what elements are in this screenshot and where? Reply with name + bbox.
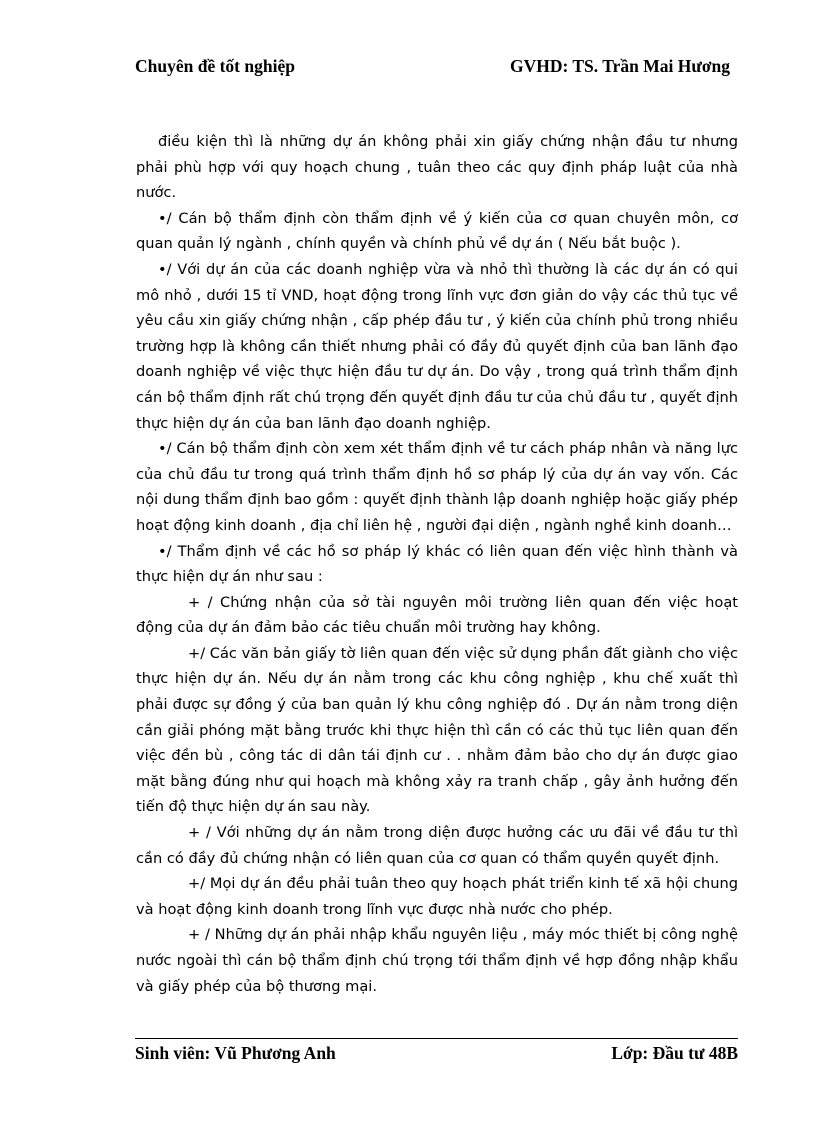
paragraph: •/ Thẩm định về các hồ sơ pháp lý khác có liên quan đến việc hình thành và thực hiện dự án như sau : xyxy=(136,542,738,586)
page-footer xyxy=(135,1043,738,1069)
paragraph: •/ Cán bộ thẩm định còn xem xét thẩm định về tư cách pháp nhân và năng lực của chủ đầu tư trong quá trình thẩm định hồ sơ pháp lý của dự án vay vốn. Các nội dung thẩm định bao gồm : quyết định thành lập doanh nghiệp hoặc giấy phép hoạt động kinh doanh , địa chỉ liên hệ , người đại diện , ngành nghề kinh doanh… xyxy=(136,440,738,534)
sub-paragraph: + / Với những dự án nằm trong diện được hưởng các ưu đãi về đầu tư thì cần có đầy đủ chứng nhận có liên quan của cơ quan có thẩm quyền quyết định. xyxy=(136,824,738,867)
paragraph: •/ Cán bộ thẩm định còn thẩm định về ý kiến của cơ quan chuyên môn, cơ quan quản lý ngành , chính quyền và chính phủ về dự án ( Nếu bắt buộc ). xyxy=(136,209,738,253)
footer-student: Sinh viên: Vũ Phương Anh xyxy=(135,1043,336,1063)
header-document-title: Chuyên đề tốt nghiệp xyxy=(135,56,295,76)
sub-paragraph: +/ Các văn bản giấy tờ liên quan đến việc sử dụng phần đất giành cho việc thực hiện dự án. Nếu dự án nằm trong các khu công nghiệp , khu chế xuất thì phải được sự đồng ý của ban quản lý khu công nghiệp đó . Dự án nằm trong diện cần giải phóng mặt bằng trước khi thực hiện thì cần có các thủ tục liên quan đến việc đền bù , công tác di dân tái định cư . . nhằm đảm bảo cho dự án được giao mặt bằng đúng như qui hoạch mà không xảy ra tranh chấp , gây ảnh hưởng đến tiến độ thực hiện dự án sau này. xyxy=(136,644,738,816)
sub-paragraph: +/ Mọi dự án đều phải tuân theo quy hoạch phát triển kinh tế xã hội chung và hoạt động kinh doanh trong lĩnh vực được nhà nước cho phép. xyxy=(136,875,738,918)
page-header xyxy=(135,56,730,82)
paragraph: •/ Với dự án của các doanh nghiệp vừa và nhỏ thì thường là các dự án có qui mô nhỏ , dưới 15 tỉ VND, hoạt động trong lĩnh vực đơn giản do vậy các thủ tục về yêu cầu xin giấy chứng nhận , cấp phép đầu tư , ý kiến của chính phủ trong nhiều trường hợp là không cần thiết nhưng phải có đầy đủ quyết định của ban lãnh đạo doanh nghiệp về việc thực hiện đầu tư dự án. Do vậy , trong quá trình thẩm định cán bộ thẩm định rất chú trọng đến quyết định đầu tư của chủ đầu tư , quyết định thực hiện dự án của ban lãnh đạo doanh nghiệp. xyxy=(136,260,738,432)
sub-paragraph: + / Chứng nhận của sở tài nguyên môi trường liên quan đến việc hoạt động của dự án đảm bảo các tiêu chuẩn môi trường hay không. xyxy=(136,593,738,637)
footer-divider xyxy=(135,1038,738,1039)
document-body xyxy=(136,129,738,999)
footer-class: Lớp: Đầu tư 48B xyxy=(611,1043,738,1063)
header-advisor: GVHD: TS. Trần Mai Hương xyxy=(509,56,730,76)
sub-paragraph: + / Những dự án phải nhập khẩu nguyên liệu , máy móc thiết bị công nghệ nước ngoài thì cán bộ thẩm định chú trọng tới thẩm định về hợp đồng nhập khẩu và giấy phép của bộ thương mại. xyxy=(136,926,738,995)
paragraph: điều kiện thì là những dự án không phải xin giấy chứng nhận đầu tư nhưng phải phù hợp với quy hoạch chung , tuân theo các quy định pháp luật của nhà nước. xyxy=(136,133,738,202)
